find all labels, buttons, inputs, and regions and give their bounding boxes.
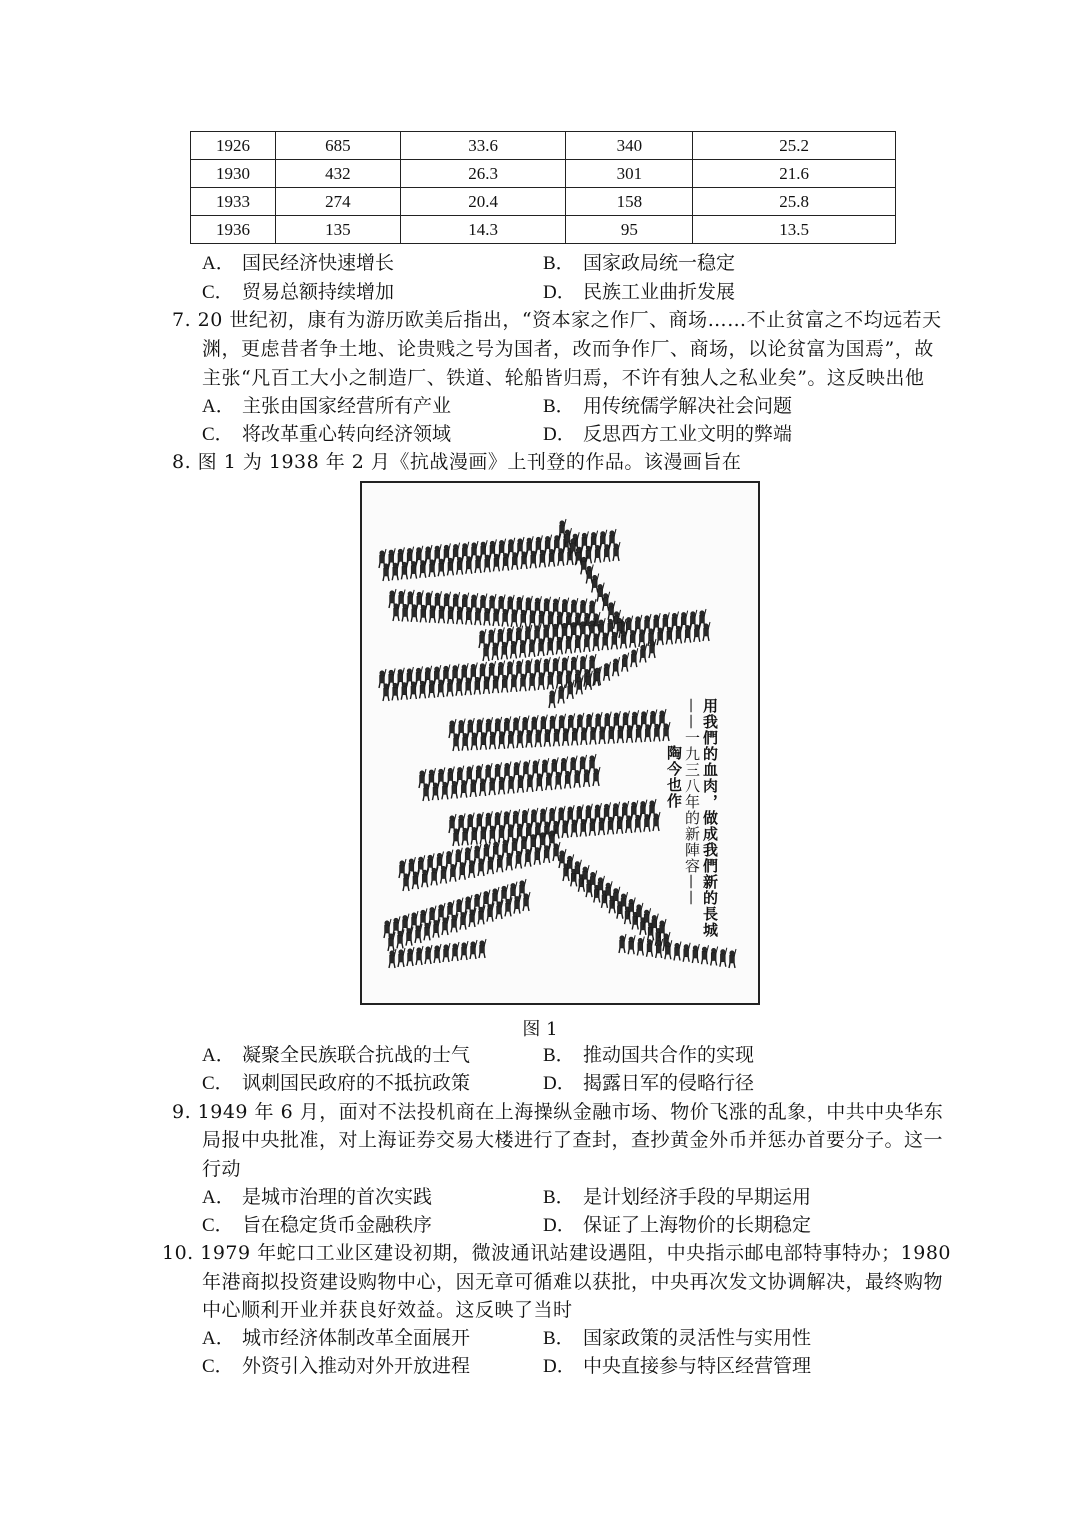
soldier-figure <box>628 935 635 954</box>
soldier-figure <box>415 924 422 943</box>
cartoon-caption-subtitle: ——一九三八年的新陣容—— <box>683 698 701 906</box>
soldier-figure <box>663 722 670 741</box>
soldier-figure <box>585 671 592 690</box>
table-cell: 13.5 <box>693 216 896 244</box>
soldier-figure <box>407 947 414 966</box>
soldier-figure <box>460 911 467 930</box>
table-row <box>191 160 896 188</box>
soldier-figure <box>452 942 459 961</box>
q9-option-d[interactable]: D． 保证了上海物价的长期稳定 <box>543 1214 812 1236</box>
q7-stem-line: 渊，更虑昔者争土地、论贵贱之号为国者，改而争作厂、商场，以论贫富为国焉”，故 <box>202 338 934 360</box>
q9-option-c[interactable]: C． 旨在稳定货币金融秩序 <box>202 1214 433 1236</box>
soldier-figure <box>398 948 405 967</box>
soldier-figure <box>711 947 718 966</box>
q10-option-b[interactable]: B． 国家政策的灵活性与实用性 <box>543 1327 812 1349</box>
table-cell: 95 <box>566 216 693 244</box>
table-cell: 135 <box>275 216 400 244</box>
soldier-figure <box>388 932 395 951</box>
soldier-figure <box>434 944 441 963</box>
table-cell: 432 <box>275 160 400 188</box>
soldier-figure <box>549 689 556 708</box>
q6-option-c[interactable]: C． 贸易总额持续增加 <box>202 281 395 303</box>
soldier-figure <box>613 542 620 561</box>
war-cartoon-figure <box>360 481 760 1005</box>
soldier-figure <box>505 897 512 916</box>
soldier-figure <box>656 939 663 958</box>
q10-option-c[interactable]: C． 外资引入推动对外开放进程 <box>202 1355 471 1377</box>
q10-stem-line: 10. 1979 年蛇口工业区建设初期，微波通讯站建设遇阻，中央指示邮电部特事特办；1980 <box>162 1242 952 1264</box>
cartoon-caption-main: 用我們的血肉，做成我們新的長城 <box>701 698 719 938</box>
soldier-figure <box>461 941 468 960</box>
q7-option-c[interactable]: C． 将改革重心转向经济领域 <box>202 423 452 445</box>
soldier-figure <box>470 940 477 959</box>
soldier-figure <box>631 648 638 667</box>
soldier-figure <box>443 943 450 962</box>
q7-stem-line: 7. 20 世纪初，康有为游历欧美后指出，“资本家之作厂、商场……不止贫富之不均远若天 <box>172 309 942 331</box>
soldier-figure <box>558 684 565 703</box>
soldier-figure <box>425 945 432 964</box>
soldier-figure <box>640 644 647 663</box>
q8-stem-line: 8. 图 1 为 1938 年 2 月《抗战漫画》上刊登的作品。该漫画旨在 <box>172 451 742 473</box>
soldier-figure <box>567 680 574 699</box>
soldier-figure <box>702 945 709 964</box>
q10-option-a[interactable]: A． 城市经济体制改革全面展开 <box>202 1327 471 1349</box>
table-cell: 1930 <box>191 160 276 188</box>
q8-option-b[interactable]: B． 推动国共合作的实现 <box>543 1044 755 1066</box>
soldier-figure <box>451 913 458 932</box>
soldier-figure <box>720 948 727 967</box>
soldier-figure <box>674 942 681 961</box>
table-cell: 20.4 <box>400 188 566 216</box>
table-cell: 274 <box>275 188 400 216</box>
table-cell: 14.3 <box>400 216 566 244</box>
cartoon-caption-author: 陶今也作 <box>665 745 683 809</box>
q10-stem-line: 年港商拟投资建设购物中心，因无章可循难以获批，中央再次发文协调解决，最终购物 <box>202 1271 944 1293</box>
soldier-figure <box>647 938 654 957</box>
table-cell: 158 <box>566 188 693 216</box>
soldier-figure <box>622 653 629 672</box>
soldier-figure <box>523 892 530 911</box>
soldier-figure <box>604 662 611 681</box>
soldier-figure <box>703 622 710 641</box>
soldier-figure <box>389 949 396 968</box>
soldier-figure <box>496 900 503 919</box>
data-table <box>190 131 896 244</box>
soldier-figure <box>487 903 494 922</box>
q8-option-d[interactable]: D． 揭露日军的侵略行径 <box>543 1072 755 1094</box>
q6-option-a[interactable]: A． 国民经济快速增长 <box>202 252 395 274</box>
soldier-figure <box>478 905 485 924</box>
q8-option-c[interactable]: C． 讽刺国民政府的不抵抗政策 <box>202 1072 471 1094</box>
soldier-figure <box>593 767 600 786</box>
q9-stem-line: 9. 1949 年 6 月，面对不法投机商在上海操纵金融市场、物价飞涨的乱象，中共中央华东 <box>172 1101 944 1123</box>
figure-label: 图 1 <box>522 1019 558 1040</box>
soldier-figure <box>637 937 644 956</box>
table-row <box>191 132 896 160</box>
table-cell: 25.8 <box>693 188 896 216</box>
table-cell: 340 <box>566 132 693 160</box>
table-cell: 685 <box>275 132 400 160</box>
q10-option-d[interactable]: D． 中央直接参与特区经营管理 <box>543 1355 812 1377</box>
soldier-figure <box>576 675 583 694</box>
table-cell: 26.3 <box>400 160 566 188</box>
q7-option-d[interactable]: D． 反思西方工业文明的弊端 <box>543 423 793 445</box>
soldier-figure <box>613 657 620 676</box>
table-cell: 1936 <box>191 216 276 244</box>
soldier-figure <box>729 949 736 968</box>
soldier-figure <box>416 946 423 965</box>
table-row <box>191 188 896 216</box>
soldier-figure <box>424 921 431 940</box>
soldier-figure <box>397 929 404 948</box>
table-row <box>191 216 896 244</box>
soldier-figure <box>469 908 476 927</box>
soldier-figure <box>442 916 449 935</box>
soldier-figure <box>406 927 413 946</box>
q10-stem-line: 中心顺利开业并获良好效益。这反映了当时 <box>202 1299 573 1321</box>
soldier-figure <box>665 940 672 959</box>
q9-stem-line: 行动 <box>202 1158 242 1180</box>
table-cell: 25.2 <box>693 132 896 160</box>
soldier-figure <box>649 639 656 658</box>
q6-option-d[interactable]: D． 民族工业曲折发展 <box>543 281 736 303</box>
soldier-figure <box>553 842 560 861</box>
q9-stem-line: 局报中央批准，对上海证券交易大楼进行了查封，查抄黄金外币并惩办首要分子。这一 <box>202 1129 944 1151</box>
table-cell: 1933 <box>191 188 276 216</box>
table-cell: 301 <box>566 160 693 188</box>
q8-option-a[interactable]: A． 凝聚全民族联合抗战的士气 <box>202 1044 471 1066</box>
soldier-figure <box>514 895 521 914</box>
q7-option-b[interactable]: B． 用传统儒学解决社会问题 <box>543 395 793 417</box>
soldier-figure <box>683 943 690 962</box>
q7-option-a[interactable]: A． 主张由国家经营所有产业 <box>202 395 452 417</box>
table-cell: 33.6 <box>400 132 566 160</box>
q6-option-b[interactable]: B． 国家政局统一稳定 <box>543 252 736 274</box>
soldier-figure <box>653 812 660 831</box>
q7-stem-line: 主张“凡百工大小之制造厂、铁道、轮船皆归焉，不许有独人之私业矣”。这反映出他 <box>202 367 925 389</box>
soldier-figure <box>692 944 699 963</box>
q9-option-b[interactable]: B． 是计划经济手段的早期运用 <box>543 1186 812 1208</box>
soldier-figure <box>619 934 626 953</box>
table-cell: 1926 <box>191 132 276 160</box>
table-cell: 21.6 <box>693 160 896 188</box>
soldier-figure <box>433 919 440 938</box>
soldier-figure <box>479 939 486 958</box>
q9-option-a[interactable]: A． 是城市治理的首次实践 <box>202 1186 433 1208</box>
